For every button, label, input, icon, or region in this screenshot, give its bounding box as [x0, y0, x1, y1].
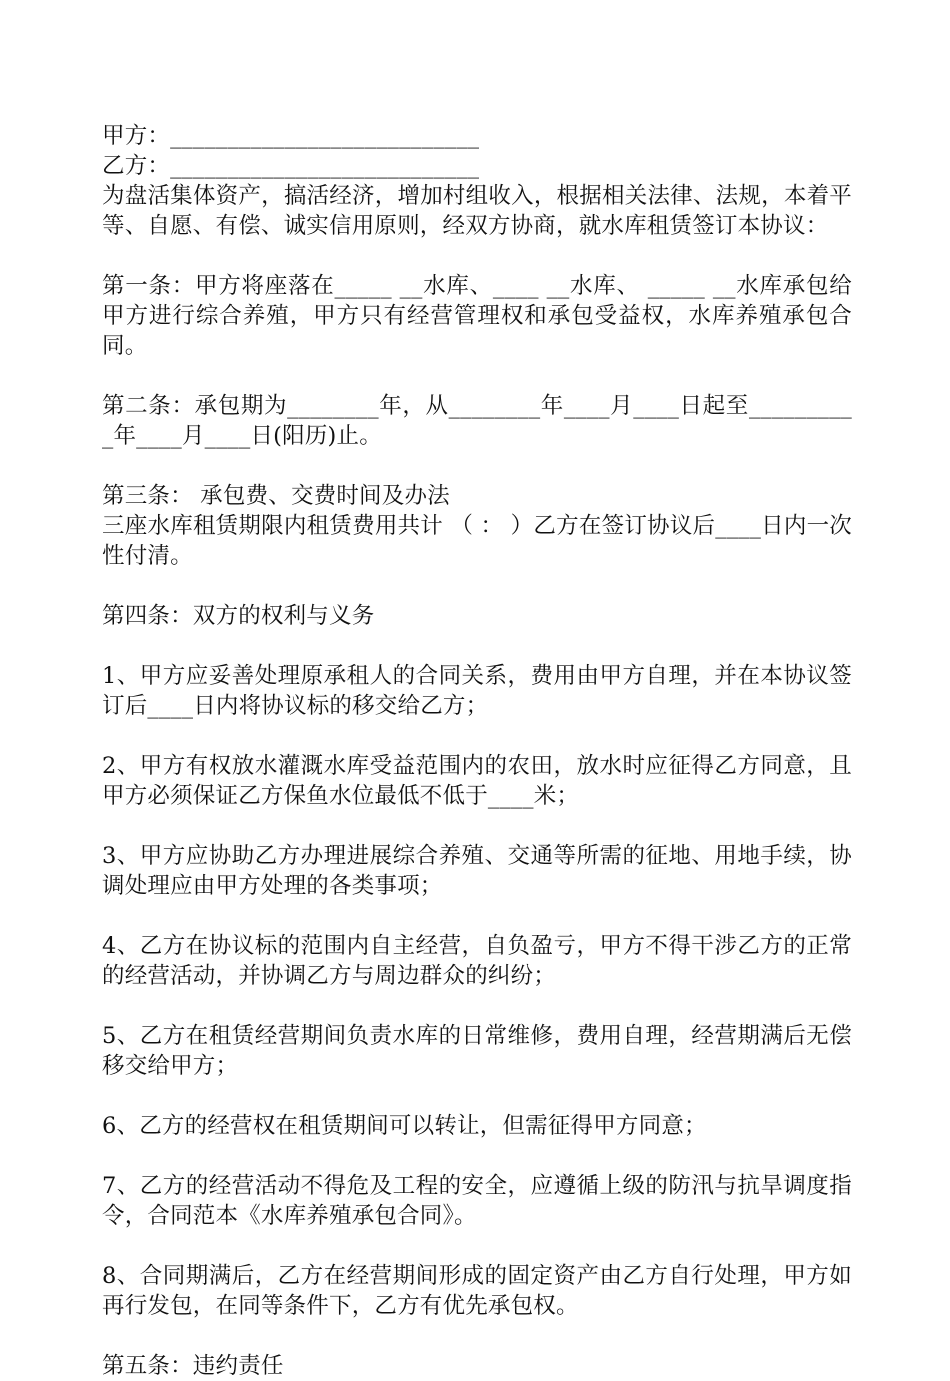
article-2-paragraph: 第二条：承包期为________年，从________年____月____日起至__________年____月____日(阳历)止。 [102, 393, 852, 449]
paragraph-spacer [102, 571, 852, 601]
article-3-body: 三座水库租赁期限内租赁费用共计 （ ： ）乙方在签订协议后____日内一次性付清。 [102, 513, 852, 569]
paragraph-spacer [102, 1141, 852, 1171]
article-4-item-4: 4、乙方在协议标的范围内自主经营，自负盈亏，甲方不得干涉乙方的正常的经营活动，并协调乙方与周边群众的纠纷； [102, 933, 852, 989]
article-4-item-1: 1、甲方应妥善处理原承租人的合同关系，费用由甲方自理，并在本协议签订后____日内将协议标的移交给乙方； [102, 663, 852, 719]
paragraph-spacer [102, 991, 852, 1021]
article-4-item-2: 2、甲方有权放水灌溉水库受益范围内的农田，放水时应征得乙方同意，且甲方必须保证乙方保鱼水位最低不低于____米； [102, 753, 852, 809]
paragraph-spacer [102, 631, 852, 661]
article-4-item-5: 5、乙方在租赁经营期间负责水库的日常维修，费用自理，经营期满后无偿移交给甲方； [102, 1023, 852, 1079]
paragraph-spacer [102, 241, 852, 271]
article-4-item-6: 6、乙方的经营权在租赁期间可以转让，但需征得甲方同意； [102, 1113, 707, 1139]
party-b-line: 乙方：___________________________ [102, 153, 480, 179]
paragraph-spacer [102, 721, 852, 751]
paragraph-spacer [102, 1231, 852, 1261]
preamble-paragraph: 为盘活集体资产，搞活经济，增加村组收入，根据相关法律、法规，本着平等、自愿、有偿、诚实信用原则，经双方协商，就水库租赁签订本协议： [102, 183, 852, 239]
article-4-item-7: 7、乙方的经营活动不得危及工程的安全，应遵循上级的防汛与抗旱调度指令，合同范本《水库养殖承包合同》。 [102, 1173, 852, 1229]
article-3-title: 第三条： 承包费、交费时间及办法 [102, 483, 450, 509]
article-4-item-8: 8、合同期满后，乙方在经营期间形成的固定资产由乙方自行处理，甲方如再行发包，在同等条件下，乙方有优先承包权。 [102, 1263, 852, 1319]
paragraph-spacer [102, 361, 852, 391]
paragraph-spacer [102, 901, 852, 931]
contract-body [102, 121, 852, 1381]
paragraph-spacer [102, 811, 852, 841]
paragraph-spacer [102, 451, 852, 481]
party-a-line: 甲方：___________________________ [102, 123, 480, 149]
paragraph-spacer [102, 1321, 852, 1351]
article-4-item-3: 3、甲方应协助乙方办理进展综合养殖、交通等所需的征地、用地手续，协调处理应由甲方处理的各类事项； [102, 843, 852, 899]
article-1-paragraph: 第一条：甲方将座落在_____ __水库、____ __水库、 _____ __水库承包给甲方进行综合养殖，甲方只有经营管理权和承包受益权，水库养殖承包合同。 [102, 273, 852, 359]
paragraph-spacer [102, 1081, 852, 1111]
article-5-title: 第五条：违约责任 [102, 1353, 284, 1379]
article-4-title: 第四条：双方的权利与义务 [102, 603, 375, 629]
